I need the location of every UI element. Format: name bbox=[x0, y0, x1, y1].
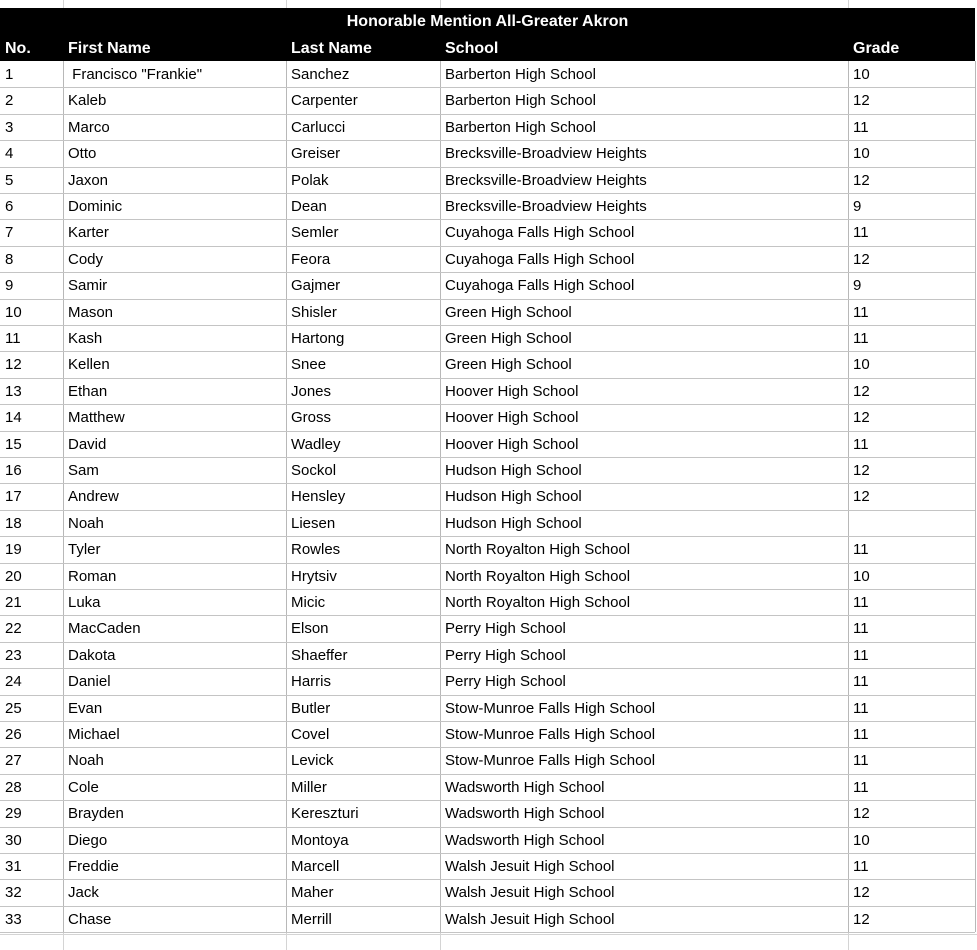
cell-grade: 12 bbox=[853, 172, 870, 189]
cell-grade: 11 bbox=[853, 436, 869, 453]
cell-grade: 9 bbox=[853, 277, 862, 294]
cell-school: Wadsworth High School bbox=[445, 779, 605, 796]
cell-no: 12 bbox=[5, 356, 22, 373]
cell-no: 23 bbox=[5, 647, 22, 664]
cell-first-name: MacCaden bbox=[68, 620, 141, 637]
cell-grade: 11 bbox=[853, 119, 869, 136]
cell-grade: 10 bbox=[853, 568, 870, 585]
cell-first-name: Samir bbox=[68, 277, 108, 294]
cell-no: 32 bbox=[5, 884, 22, 901]
cell-grade: 10 bbox=[853, 356, 870, 373]
cell-grade: 10 bbox=[853, 145, 870, 162]
cell-first-name: Cody bbox=[68, 251, 104, 268]
cell-school: Brecksville-Broadview Heights bbox=[445, 198, 647, 215]
cell-last-name: Harris bbox=[291, 673, 331, 690]
cell-grade: 12 bbox=[853, 409, 870, 426]
cell-school: North Royalton High School bbox=[445, 541, 631, 558]
cell-last-name: Carlucci bbox=[291, 119, 346, 136]
cell-no: 16 bbox=[5, 462, 22, 479]
cell-first-name: Ethan bbox=[68, 383, 108, 400]
header-first-name: First Name bbox=[68, 40, 151, 57]
cell-grade: 11 bbox=[853, 673, 869, 690]
cell-school: Cuyahoga Falls High School bbox=[445, 251, 635, 268]
cell-last-name: Merrill bbox=[291, 911, 332, 928]
cell-no: 9 bbox=[5, 277, 14, 294]
cell-school: Perry High School bbox=[445, 620, 566, 637]
cell-last-name: Micic bbox=[291, 594, 326, 611]
cell-no: 20 bbox=[5, 568, 22, 585]
cell-last-name: Maher bbox=[291, 884, 334, 901]
cell-first-name: Brayden bbox=[68, 805, 124, 822]
column-border bbox=[63, 61, 64, 932]
cell-school: Hudson High School bbox=[445, 515, 582, 532]
header-last-name: Last Name bbox=[291, 40, 372, 57]
cell-first-name: Jaxon bbox=[68, 172, 109, 189]
header-grade: Grade bbox=[853, 40, 900, 57]
cell-no: 15 bbox=[5, 436, 22, 453]
cell-no: 30 bbox=[5, 832, 22, 849]
cell-school: Stow-Munroe Falls High School bbox=[445, 700, 656, 717]
cell-first-name: Sam bbox=[68, 462, 99, 479]
column-border bbox=[848, 61, 849, 932]
cell-no: 31 bbox=[5, 858, 22, 875]
cell-no: 24 bbox=[5, 673, 22, 690]
cell-no: 14 bbox=[5, 409, 22, 426]
cell-first-name: Andrew bbox=[68, 488, 119, 505]
cell-school: Barberton High School bbox=[445, 66, 596, 83]
cell-last-name: Gajmer bbox=[291, 277, 341, 294]
cell-school: Green High School bbox=[445, 304, 572, 321]
cell-grade: 11 bbox=[853, 726, 869, 743]
cell-first-name: Mason bbox=[68, 304, 114, 321]
cell-no: 4 bbox=[5, 145, 14, 162]
cell-grade: 12 bbox=[853, 884, 870, 901]
cell-school: Green High School bbox=[445, 356, 572, 373]
cell-grade: 11 bbox=[853, 594, 869, 611]
cell-first-name: Dominic bbox=[68, 198, 123, 215]
cell-first-name: Daniel bbox=[68, 673, 111, 690]
cell-no: 29 bbox=[5, 805, 22, 822]
cell-no: 13 bbox=[5, 383, 22, 400]
cell-school: Barberton High School bbox=[445, 119, 596, 136]
cell-no: 5 bbox=[5, 172, 14, 189]
cell-last-name: Gross bbox=[291, 409, 332, 426]
cell-no: 27 bbox=[5, 752, 22, 769]
cell-grade: 11 bbox=[853, 304, 869, 321]
cell-last-name: Snee bbox=[291, 356, 327, 373]
cell-first-name: Noah bbox=[68, 515, 104, 532]
column-border bbox=[440, 61, 441, 932]
cell-no: 19 bbox=[5, 541, 22, 558]
cell-first-name: Diego bbox=[68, 832, 108, 849]
header-no: No. bbox=[5, 40, 31, 57]
cell-no: 7 bbox=[5, 224, 14, 241]
cell-school: Barberton High School bbox=[445, 92, 596, 109]
cell-first-name: Evan bbox=[68, 700, 103, 717]
cell-last-name: Sockol bbox=[291, 462, 337, 479]
cell-last-name: Rowles bbox=[291, 541, 341, 558]
cell-grade: 12 bbox=[853, 805, 870, 822]
cell-no: 25 bbox=[5, 700, 22, 717]
cell-school: Hudson High School bbox=[445, 488, 582, 505]
cell-last-name: Levick bbox=[291, 752, 334, 769]
cell-last-name: Miller bbox=[291, 779, 327, 796]
cell-school: Wadsworth High School bbox=[445, 805, 605, 822]
cell-first-name: Cole bbox=[68, 779, 99, 796]
cell-grade: 12 bbox=[853, 251, 870, 268]
cell-last-name: Hartong bbox=[291, 330, 345, 347]
cell-no: 1 bbox=[5, 66, 14, 83]
cell-grade: 10 bbox=[853, 832, 870, 849]
cell-last-name: Butler bbox=[291, 700, 331, 717]
cell-first-name: Francisco "Frankie" bbox=[68, 66, 203, 83]
cell-last-name: Kereszturi bbox=[291, 805, 359, 822]
cell-first-name: Kaleb bbox=[68, 92, 107, 109]
table-title: Honorable Mention All-Greater Akron bbox=[346, 13, 629, 30]
cell-school: North Royalton High School bbox=[445, 594, 631, 611]
cell-last-name: Shaeffer bbox=[291, 647, 348, 664]
cell-last-name: Greiser bbox=[291, 145, 341, 162]
cell-no: 6 bbox=[5, 198, 14, 215]
cell-school: Green High School bbox=[445, 330, 572, 347]
cell-last-name: Hrytsiv bbox=[291, 568, 337, 585]
cell-grade: 11 bbox=[853, 779, 869, 796]
cell-school: Stow-Munroe Falls High School bbox=[445, 726, 656, 743]
cell-grade: 11 bbox=[853, 858, 869, 875]
cell-no: 11 bbox=[5, 330, 21, 347]
cell-school: Stow-Munroe Falls High School bbox=[445, 752, 656, 769]
cell-no: 8 bbox=[5, 251, 14, 268]
cell-school: Brecksville-Broadview Heights bbox=[445, 145, 647, 162]
grid-row-line bbox=[0, 934, 977, 935]
cell-school: Wadsworth High School bbox=[445, 832, 605, 849]
cell-school: Perry High School bbox=[445, 673, 566, 690]
cell-grade: 12 bbox=[853, 92, 870, 109]
cell-school: Hoover High School bbox=[445, 409, 579, 426]
cell-grade: 11 bbox=[853, 224, 869, 241]
cell-first-name: Marco bbox=[68, 119, 110, 136]
cell-first-name: Matthew bbox=[68, 409, 125, 426]
cell-school: Walsh Jesuit High School bbox=[445, 884, 615, 901]
cell-last-name: Carpenter bbox=[291, 92, 358, 109]
cell-school: Walsh Jesuit High School bbox=[445, 911, 615, 928]
cell-grade: 11 bbox=[853, 700, 869, 717]
cell-no: 22 bbox=[5, 620, 22, 637]
cell-grade: 9 bbox=[853, 198, 862, 215]
cell-no: 26 bbox=[5, 726, 22, 743]
cell-school: Hoover High School bbox=[445, 383, 579, 400]
cell-last-name: Montoya bbox=[291, 832, 349, 849]
cell-first-name: Luka bbox=[68, 594, 101, 611]
cell-no: 10 bbox=[5, 304, 22, 321]
cell-last-name: Elson bbox=[291, 620, 329, 637]
cell-grade: 11 bbox=[853, 541, 869, 558]
cell-last-name: Sanchez bbox=[291, 66, 350, 83]
cell-school: Walsh Jesuit High School bbox=[445, 858, 615, 875]
cell-first-name: Kash bbox=[68, 330, 103, 347]
cell-no: 33 bbox=[5, 911, 22, 928]
cell-grade: 11 bbox=[853, 330, 869, 347]
cell-grade: 11 bbox=[853, 647, 869, 664]
cell-school: Hudson High School bbox=[445, 462, 582, 479]
cell-last-name: Polak bbox=[291, 172, 329, 189]
cell-first-name: Otto bbox=[68, 145, 97, 162]
cell-school: Brecksville-Broadview Heights bbox=[445, 172, 647, 189]
cell-no: 18 bbox=[5, 515, 22, 532]
cell-grade: 12 bbox=[853, 383, 870, 400]
cell-no: 2 bbox=[5, 92, 14, 109]
cell-grade: 10 bbox=[853, 66, 870, 83]
cell-last-name: Covel bbox=[291, 726, 330, 743]
cell-first-name: Noah bbox=[68, 752, 104, 769]
cell-grade: 12 bbox=[853, 488, 870, 505]
cell-school: Perry High School bbox=[445, 647, 566, 664]
cell-grade: 12 bbox=[853, 462, 870, 479]
cell-last-name: Hensley bbox=[291, 488, 346, 505]
cell-no: 3 bbox=[5, 119, 14, 136]
cell-last-name: Dean bbox=[291, 198, 327, 215]
cell-first-name: Jack bbox=[68, 884, 99, 901]
column-border bbox=[975, 61, 976, 932]
cell-grade: 11 bbox=[853, 620, 869, 637]
cell-school: Cuyahoga Falls High School bbox=[445, 224, 635, 241]
cell-first-name: Tyler bbox=[68, 541, 101, 558]
cell-grade: 11 bbox=[853, 752, 869, 769]
column-border bbox=[286, 61, 287, 932]
cell-last-name: Feora bbox=[291, 251, 331, 268]
cell-first-name: David bbox=[68, 436, 107, 453]
cell-no: 28 bbox=[5, 779, 22, 796]
cell-no: 17 bbox=[5, 488, 22, 505]
cell-first-name: Roman bbox=[68, 568, 117, 585]
cell-grade: 12 bbox=[853, 911, 870, 928]
cell-last-name: Jones bbox=[291, 383, 332, 400]
cell-no: 21 bbox=[5, 594, 22, 611]
cell-last-name: Marcell bbox=[291, 858, 340, 875]
cell-first-name: Freddie bbox=[68, 858, 119, 875]
header-school: School bbox=[445, 40, 499, 57]
cell-last-name: Shisler bbox=[291, 304, 337, 321]
cell-school: Cuyahoga Falls High School bbox=[445, 277, 635, 294]
cell-first-name: Kellen bbox=[68, 356, 110, 373]
cell-last-name: Liesen bbox=[291, 515, 336, 532]
cell-first-name: Karter bbox=[68, 224, 109, 241]
cell-school: Hoover High School bbox=[445, 436, 579, 453]
cell-first-name: Chase bbox=[68, 911, 112, 928]
cell-last-name: Semler bbox=[291, 224, 339, 241]
cell-first-name: Dakota bbox=[68, 647, 116, 664]
cell-first-name: Michael bbox=[68, 726, 120, 743]
cell-school: North Royalton High School bbox=[445, 568, 631, 585]
cell-last-name: Wadley bbox=[291, 436, 341, 453]
